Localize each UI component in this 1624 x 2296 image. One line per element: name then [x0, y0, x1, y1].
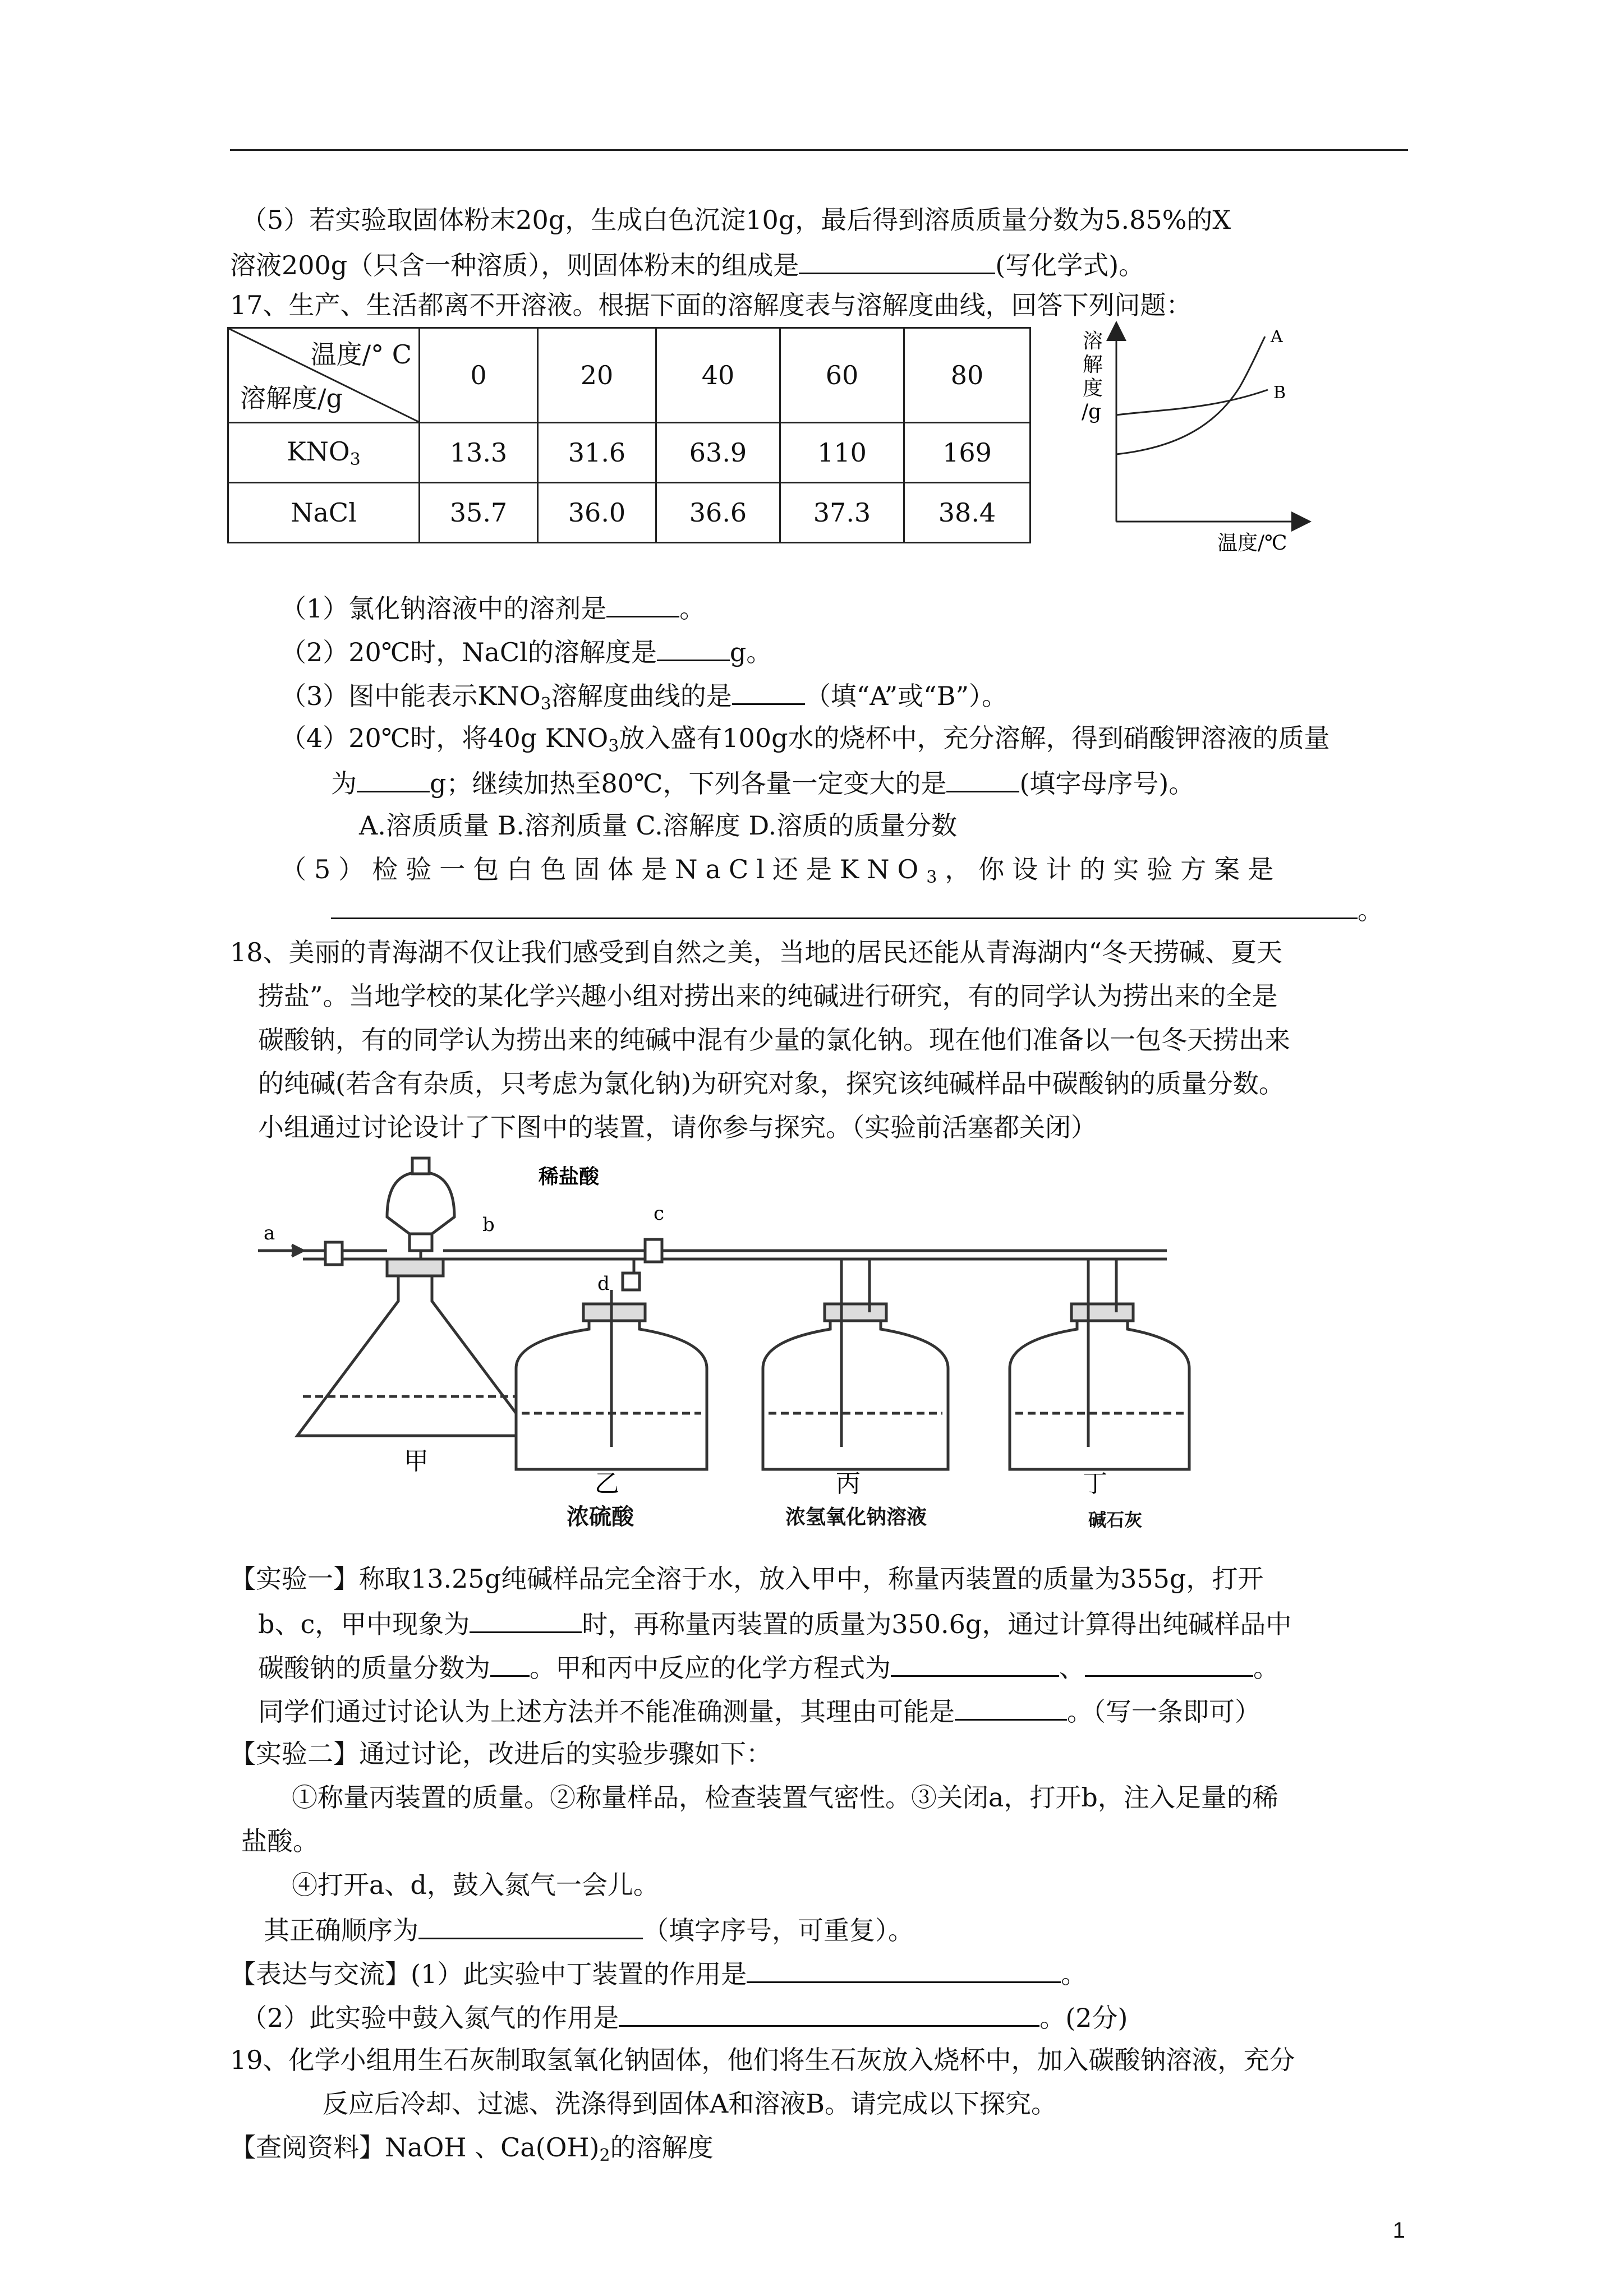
valve-b-icon — [410, 1234, 432, 1251]
exp3-line1: 【表达与交流】(1）此实验中丁装置的作用是 。 — [230, 1956, 1087, 1991]
reagent-ding: 碱石灰 — [1088, 1509, 1143, 1530]
table-cell: 169 — [904, 423, 1030, 483]
label-d: d — [597, 1273, 610, 1295]
exp2-steps-cont: 盐酸。 — [241, 1826, 319, 1856]
answer-blank[interactable] — [490, 1649, 530, 1677]
q18-line5: 小组通过讨论设计了下图中的装置，请你参与探究。（实验前活塞都关闭） — [258, 1112, 1097, 1142]
table-cell: 36.0 — [538, 483, 656, 543]
header-temperature: 温度/° C — [310, 339, 412, 370]
arrow-head-icon — [292, 1245, 303, 1256]
exp1-line4: 同学们通过讨论认为上述方法并不能准确测量，其理由可能是 。（写一条即可） — [258, 1693, 1260, 1728]
q16-part5-line1: （5）若实验取固体粉末20g，生成白色沉淀10g，最后得到溶质质量分数为5.85%的X — [241, 205, 1231, 235]
answer-blank[interactable] — [606, 590, 679, 617]
table-cell: 13.3 — [420, 423, 538, 483]
q17-q4-options: A.溶质质量 B.溶剂质量 C.溶解度 D.溶质的质量分数 — [359, 810, 958, 841]
apparatus-diagram — [247, 1155, 1229, 1503]
answer-blank[interactable] — [470, 1606, 582, 1633]
q19-line2: 反应后冷却、过滤、洗涤得到固体A和溶液B。请完成以下探究。 — [323, 2088, 1057, 2119]
label-jia: 甲 — [404, 1447, 429, 1476]
answer-blank[interactable] — [732, 677, 805, 705]
x-axis-label: 温度/℃ — [1217, 532, 1287, 555]
q16-part5-line2: 溶液200g（只含一种溶质），则固体粉末的组成是 (写化学式)。 — [230, 247, 1144, 282]
header-solubility: 溶解度/g — [240, 383, 343, 413]
table-cell: 38.4 — [904, 483, 1030, 543]
answer-blank[interactable] — [418, 1912, 643, 1939]
temp-cell: 60 — [780, 328, 904, 423]
bottle-bing — [763, 1312, 948, 1469]
temp-cell: 0 — [420, 328, 538, 423]
curve-a — [1116, 336, 1265, 454]
valve-c-icon — [645, 1239, 662, 1262]
q17-q4-line2: 为 g；继续加热至80℃，下列各量一定变大的是 (填字母序号)。 — [331, 765, 1194, 800]
bottle-ding — [1010, 1312, 1189, 1469]
page-number: 1 — [1392, 2218, 1405, 2243]
answer-blank[interactable] — [799, 247, 995, 274]
q18-line1: 18、美丽的青海湖不仅让我们感受到自然之美，当地的居民还能从青海湖内“冬天捞碱、夏天 — [230, 937, 1283, 967]
q17-q5-answer: 。 — [331, 892, 1383, 927]
answer-blank[interactable] — [891, 1649, 1059, 1677]
separatory-funnel — [387, 1172, 454, 1234]
label-c: c — [654, 1202, 665, 1225]
reagent-bing: 浓氢氧化钠溶液 — [785, 1505, 927, 1529]
q18-line4: 的纯碱(若含有杂质，只考虑为氯化钠)为研究对象，探究该纯碱样品中碳酸钠的质量分数。 — [258, 1068, 1285, 1099]
header-rule — [230, 149, 1408, 151]
label-a: a — [264, 1222, 275, 1244]
answer-blank[interactable] — [657, 634, 730, 661]
table-header-diagonal-cell — [228, 328, 420, 423]
row-label-nacl: NaCl — [228, 483, 420, 543]
q19-line1: 19、化学小组用生石灰制取氢氧化钠固体，他们将生石灰放入烧杯中，加入碳酸钠溶液，充分 — [230, 2045, 1295, 2075]
exp2-steps: ①称量丙装置的质量。②称量样品，检查装置气密性。③关闭a，打开b，注入足量的稀 — [292, 1782, 1278, 1813]
answer-blank[interactable] — [747, 1956, 1061, 1983]
curve-a-label: A — [1271, 327, 1283, 347]
answer-blank[interactable] — [619, 1999, 1039, 2027]
stopper-jia — [387, 1259, 443, 1276]
y-axis-label-4: /g — [1082, 400, 1102, 423]
table-cell: 35.7 — [420, 483, 538, 543]
temp-cell: 20 — [538, 328, 656, 423]
valve-d-icon — [623, 1273, 640, 1290]
label-b: b — [482, 1214, 495, 1236]
q19-line3: 【查阅资料】NaOH 、$Ca(OH)_2$的溶解度 — [230, 2132, 714, 2165]
exp1-line3: 碳酸钠的质量分数为 。甲和丙中反应的化学方程式为 、 。 — [258, 1649, 1279, 1685]
solubility-table — [227, 327, 1031, 543]
temp-cell: 80 — [904, 328, 1030, 423]
answer-blank[interactable] — [955, 1693, 1067, 1721]
valve-a-icon — [325, 1242, 342, 1265]
table-cell: 31.6 — [538, 423, 656, 483]
table-cell: 110 — [780, 423, 904, 483]
y-axis-label-1: 溶 — [1083, 330, 1103, 353]
curve-b — [1116, 390, 1268, 415]
table-cell: 36.6 — [656, 483, 780, 543]
q17-q1: （1）氯化钠溶液中的溶剂是 。 — [280, 590, 705, 625]
exp2-title: 【实验二】通过讨论，改进后的实验步骤如下： — [230, 1739, 772, 1769]
solubility-curve-figure — [1077, 320, 1313, 566]
q18-line2: 捞盐”。当地学校的某化学兴趣小组对捞出来的纯碱进行研究，有的同学认为捞出来的全是 — [258, 981, 1278, 1011]
q17-q5: （5）检验一包白色固体是NaCl还是$KNO_3$，你设计的实验方案是 — [280, 854, 1282, 887]
exp3-line2: （2）此实验中鼓入氮气的作用是 。(2分) — [241, 1999, 1128, 2035]
temp-cell: 40 — [656, 328, 780, 423]
exp2-order: 其正确顺序为 （填字序号，可重复）。 — [264, 1912, 914, 1947]
y-axis-label-3: 度 — [1083, 377, 1103, 400]
table-cell: 37.3 — [780, 483, 904, 543]
label-bing: 丙 — [836, 1469, 861, 1498]
label-funnel: 稀盐酸 — [539, 1165, 600, 1188]
answer-blank[interactable] — [331, 892, 1358, 919]
label-ding: 丁 — [1083, 1469, 1107, 1498]
y-axis-label-2: 解 — [1083, 353, 1103, 376]
q17-intro: 17、生产、生活都离不开溶液。根据下面的溶解度表与溶解度曲线，回答下列问题： — [230, 290, 1192, 320]
stopper-yi — [583, 1304, 645, 1321]
stopper-bing — [825, 1304, 886, 1321]
q18-line3: 碳酸钠，有的同学认为捞出来的纯碱中混有少量的氯化钠。现在他们准备以一包冬天捞出来 — [258, 1025, 1290, 1055]
reagent-yi: 浓硫酸 — [567, 1504, 634, 1530]
label-yi: 乙 — [595, 1469, 619, 1498]
answer-blank[interactable] — [357, 765, 430, 792]
exp1-line2: b、c，甲中现象为 时，再称量丙装置的质量为350.6g，通过计算得出纯碱样品中 — [258, 1606, 1291, 1641]
stopper-ding — [1071, 1304, 1133, 1321]
exp1-line1: 【实验一】称取13.25g纯碱样品完全溶于水，放入甲中，称量丙装置的质量为355g，打开 — [230, 1564, 1264, 1594]
answer-blank[interactable] — [1085, 1649, 1253, 1677]
q17-q2: （2）20℃时，NaCl的溶解度是 g。 — [280, 634, 772, 669]
flask-jia — [297, 1267, 533, 1436]
answer-blank[interactable] — [946, 765, 1019, 792]
q17-q4-line1: （4）20℃时，将40g $KNO_3$放入盛有100g水的烧杯中，充分溶解，得到硝酸钾溶液的质量 — [280, 723, 1330, 756]
row-label-kno3: $KNO_3$ — [228, 423, 420, 483]
exp2-step4: ④打开a、d，鼓入氮气一会儿。 — [292, 1870, 659, 1900]
table-cell: 63.9 — [656, 423, 780, 483]
curve-b-label: B — [1273, 383, 1286, 403]
q17-q3: （3）图中能表示$KNO_3$溶解度曲线的是 （填“A”或“B”）。 — [280, 677, 1007, 721]
